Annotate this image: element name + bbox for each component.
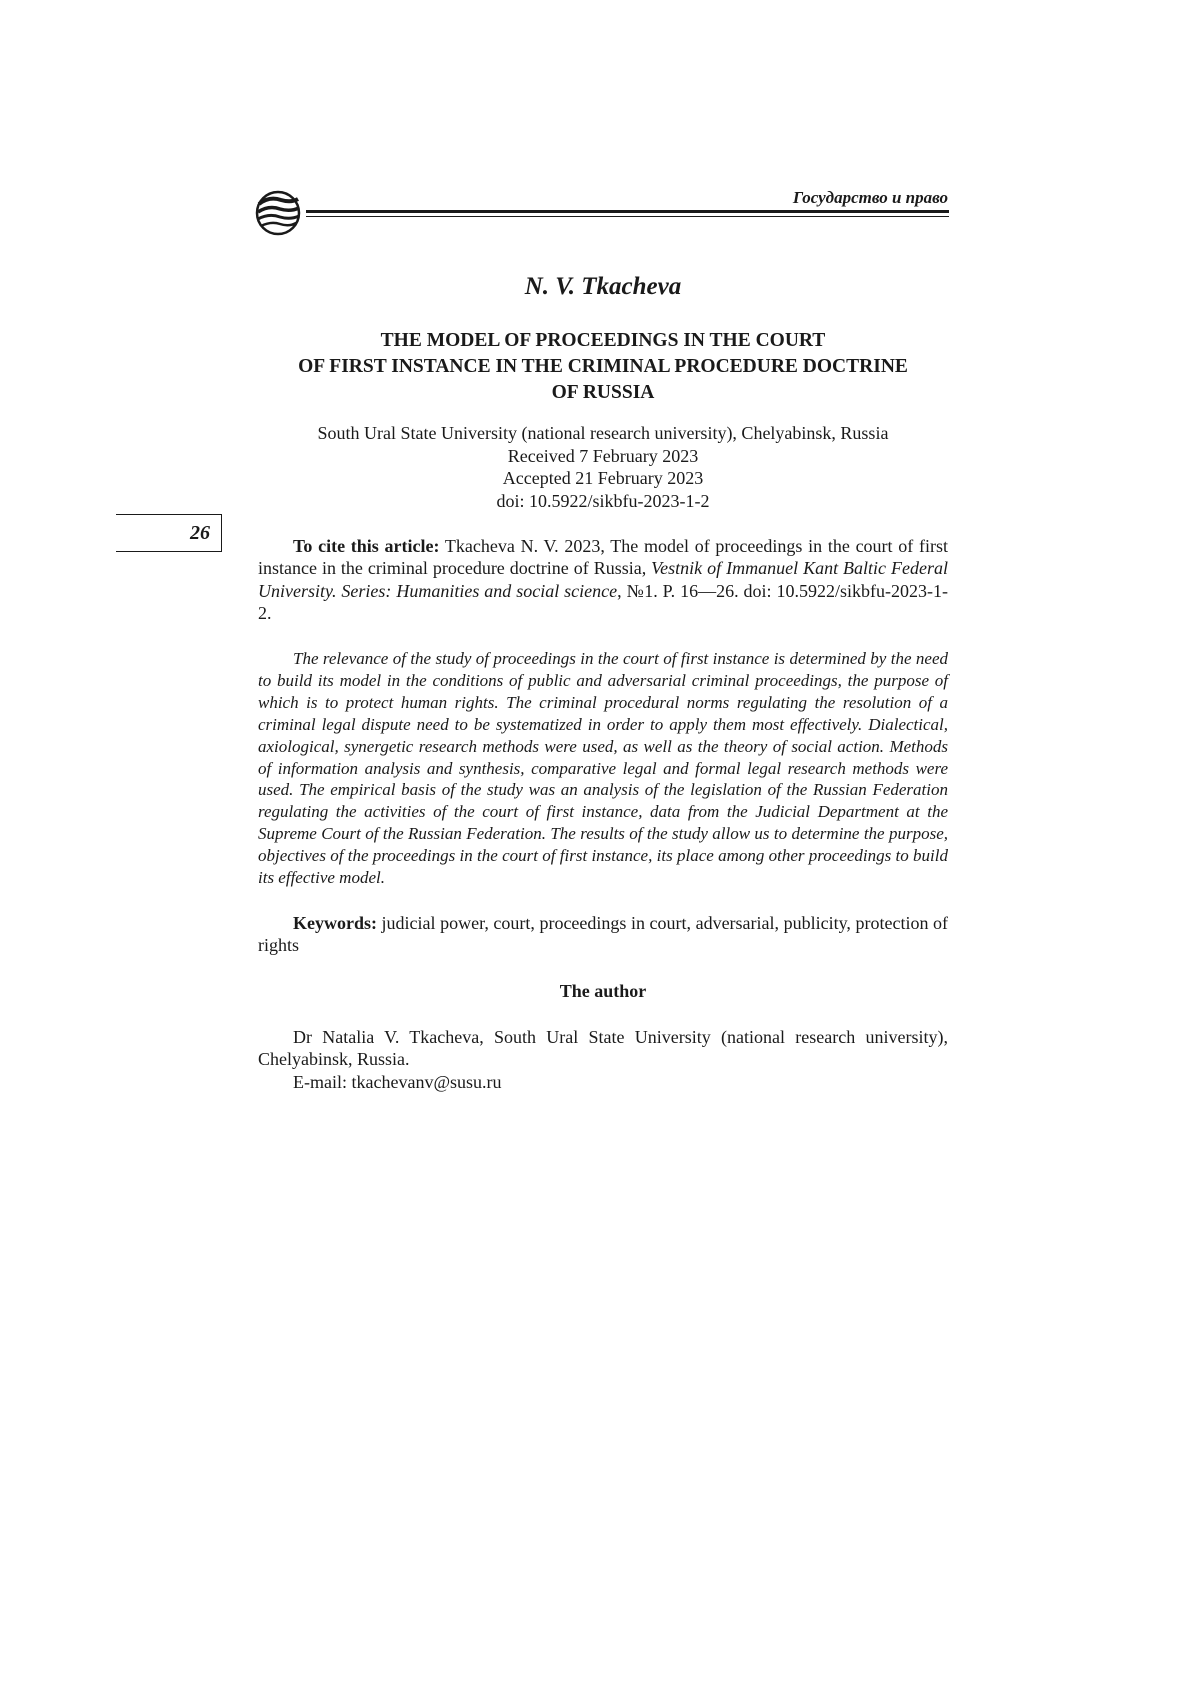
title-line: OF FIRST INSTANCE IN THE CRIMINAL PROCEDURE DOCTRINE [298,356,908,377]
accepted-date: Accepted 21 February 2023 [502,468,704,488]
title-line: THE MODEL OF PROCEEDINGS IN THE COURT [380,330,826,351]
author-details-text: Dr Natalia V. Tkacheva, South Ural State University (national research university), Chelyabinsk, Russia. [258,1027,948,1070]
doi: doi: 10.5922/sikbfu-2023-1-2 [496,490,710,511]
author-heading: The author [559,981,647,1001]
citation-label: To cite this article: [293,536,440,556]
article-author: N. V. Tkacheva [524,273,682,300]
page-number: 26 [190,522,210,544]
citation-tail: , №1. P. 16—26. doi: 10.5922/sikbfu-2023-1-2. [258,580,948,624]
citation-block [258,535,948,625]
keywords-label: Keywords: [293,913,377,933]
header-rule-thin [306,216,949,217]
article-meta [258,422,948,512]
author-details [258,1026,948,1093]
author-email: E-mail: tkachevanv@susu.ru [293,1071,502,1092]
abstract [258,648,948,889]
keywords-text: judicial power, court, proceedings in court, adversarial, publicity, protection of rights [258,913,948,956]
abstract-text: The relevance of the study of proceedings in the court of first instance is determined by the need to build its model in the conditions of public and adversarial criminal proceedings, the purpose of which is to protect human rights. The criminal procedural norms regulating the resolution of a criminal legal dispute need to be systematized in order to apply them most effectively. Dialectical, axiological, synergetic research methods were used, as well as the theory of social action. Methods of information analysis and synthesis, comparative legal and formal legal research methods were used. The empirical basis of the study was an analysis of the legislation of the Russian Federation regulating the activities of the court of first instance, data from the Judicial Department at the Supreme Court of the Russian Federation. The results of the study allow us to determine the purpose, objectives of the proceedings in the court of first instance, its place among other proceedings to build its effective model. [258,649,948,888]
title-line: OF RUSSIA [551,382,655,403]
running-title: Государство и право [792,188,948,207]
received-date: Received 7 February 2023 [507,445,699,466]
article-title [258,328,948,406]
keywords-block [258,912,948,957]
journal-wave-logo-icon [255,190,301,236]
citation-text: Tkacheva N. V. 2023, The model of proceedings in the court of first instance in the criminal procedure doctrine of Russia, [258,536,948,579]
affiliation: South Ural State University (national research university), Chelyabinsk, Russia [317,423,889,443]
citation-journal: Vestnik of Immanuel Kant Baltic Federal University. Series: Humanities and social science [258,558,948,601]
header-rule-thick [306,210,949,213]
